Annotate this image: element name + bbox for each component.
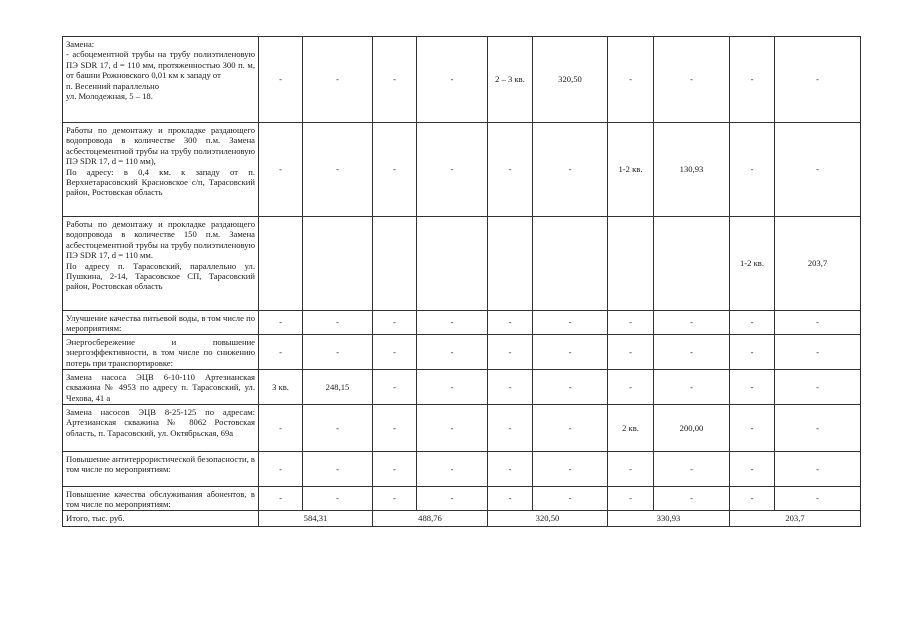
- table-cell: -: [303, 334, 373, 369]
- table-cell: -: [488, 486, 533, 510]
- table-cell: 2 – 3 кв.: [488, 37, 533, 123]
- table-cell: -: [654, 369, 730, 404]
- table-cell: -: [730, 369, 775, 404]
- table-cell: -: [373, 486, 417, 510]
- total-value: 320,50: [488, 510, 608, 526]
- table-cell: -: [533, 486, 608, 510]
- table-cell: -: [730, 37, 775, 123]
- table-cell: 130,93: [654, 123, 730, 217]
- row-description: Повышение антитеррористической безопасности, в том числе по мероприятиям:: [63, 451, 259, 486]
- table-row: [63, 451, 861, 486]
- table-cell: -: [373, 37, 417, 123]
- table-cell: [373, 217, 417, 311]
- total-value: 203,7: [730, 510, 861, 526]
- table-cell: -: [303, 486, 373, 510]
- table-cell: -: [775, 486, 861, 510]
- table-cell: -: [775, 369, 861, 404]
- row-description: Улучшение качества питьевой воды, в том числе по мероприятиям:: [63, 311, 259, 335]
- table-cell: -: [373, 123, 417, 217]
- table-cell: -: [654, 37, 730, 123]
- table-cell: -: [259, 404, 303, 451]
- table-cell: [303, 217, 373, 311]
- table-cell: -: [608, 311, 654, 335]
- table-cell: -: [730, 311, 775, 335]
- table-cell: 2 кв.: [608, 404, 654, 451]
- table-cell: -: [533, 404, 608, 451]
- row-description: Работы по демонтажу и прокладке раздающего водопровода в количестве 300 п.м. Замена асбестоцементной трубы на трубу полиэтиленовую ПЭ SDR 17, d = 110 мм), По адресу: в 0,4 км. к западу от п. Верхнетарасовский Красновское с/п, Тарасовский район, Ростовская область: [63, 123, 259, 217]
- table-row: [63, 486, 861, 510]
- table-cell: -: [417, 369, 488, 404]
- table-cell: 1-2 кв.: [730, 217, 775, 311]
- table-row: [63, 369, 861, 404]
- table-cell: -: [775, 334, 861, 369]
- table-cell: -: [488, 404, 533, 451]
- total-value: 330,93: [608, 510, 730, 526]
- table-cell: -: [259, 334, 303, 369]
- table-cell: 203,7: [775, 217, 861, 311]
- table-cell: -: [730, 334, 775, 369]
- table-cell: 320,50: [533, 37, 608, 123]
- table-cell: -: [303, 451, 373, 486]
- table-cell: -: [417, 311, 488, 335]
- table-cell: -: [608, 37, 654, 123]
- table-cell: 200,00: [654, 404, 730, 451]
- table-cell: -: [608, 451, 654, 486]
- row-description: Повышение качества обслуживания абонентов, в том числе по мероприятиям:: [63, 486, 259, 510]
- table-cell: [488, 217, 533, 311]
- table-cell: -: [488, 334, 533, 369]
- table-cell: -: [730, 123, 775, 217]
- table-cell: [608, 217, 654, 311]
- row-description: Замена: - асбоцементной трубы на трубу полиэтиленовую ПЭ SDR 17, d = 110 мм, протяженностью 300 п. м, от башни Рожновского 0,01 км к западу от п. Весенний параллельно ул. Молодежная, 5 – 18.: [63, 37, 259, 123]
- table-cell: -: [417, 37, 488, 123]
- table-cell: -: [775, 123, 861, 217]
- table-cell: -: [654, 334, 730, 369]
- total-value: 584,31: [259, 510, 373, 526]
- table-cell: -: [654, 311, 730, 335]
- row-description: Замена насоса ЭЦВ 6-10-110 Артезианская скважина № 4953 по адресу п. Тарасовский, ул. Чехова, 41 а: [63, 369, 259, 404]
- table-cell: 248,15: [303, 369, 373, 404]
- table-cell: -: [654, 486, 730, 510]
- table-cell: -: [533, 369, 608, 404]
- table-row: [63, 123, 861, 217]
- table-cell: -: [373, 451, 417, 486]
- table-cell: -: [730, 486, 775, 510]
- table-cell: -: [488, 369, 533, 404]
- total-row: [63, 510, 861, 526]
- table-cell: -: [608, 334, 654, 369]
- table-cell: -: [373, 404, 417, 451]
- table-row: [63, 217, 861, 311]
- table-cell: -: [417, 451, 488, 486]
- table-cell: -: [303, 37, 373, 123]
- table-cell: 3 кв.: [259, 369, 303, 404]
- table-cell: -: [488, 123, 533, 217]
- table-cell: -: [259, 37, 303, 123]
- table-cell: -: [259, 123, 303, 217]
- table-cell: -: [488, 451, 533, 486]
- investment-program-table: [62, 36, 861, 527]
- table-cell: -: [303, 123, 373, 217]
- table-cell: -: [417, 123, 488, 217]
- table-cell: 1-2 кв.: [608, 123, 654, 217]
- table-cell: -: [608, 486, 654, 510]
- table-cell: -: [775, 311, 861, 335]
- table-cell: [417, 217, 488, 311]
- table-cell: -: [654, 451, 730, 486]
- table-cell: -: [533, 451, 608, 486]
- table-cell: -: [730, 451, 775, 486]
- row-description: Замена насосов ЭЦВ 8-25-125 по адресам: Артезианская скважина № 8062 Ростовская область, п. Тарасовский, ул. Октябрьская, 69а: [63, 404, 259, 451]
- table-cell: -: [533, 311, 608, 335]
- table-cell: -: [373, 311, 417, 335]
- table-cell: -: [608, 369, 654, 404]
- table-cell: -: [488, 311, 533, 335]
- table-cell: -: [533, 123, 608, 217]
- table-cell: -: [775, 37, 861, 123]
- table-cell: -: [303, 311, 373, 335]
- table-row: [63, 404, 861, 451]
- table-cell: [654, 217, 730, 311]
- table-cell: -: [533, 334, 608, 369]
- total-label: Итого, тыс. руб.: [63, 510, 259, 526]
- row-description: Работы по демонтажу и прокладке раздающего водопровода в количестве 150 п.м. Замена асбестоцементной трубы на трубу полиэтиленовую ПЭ SDR 17, d = 110 мм. По адресу п. Тарасовский, параллельно ул. Пушкина, 2-14, Тарасовское СП, Тарасовский район, Ростовская область: [63, 217, 259, 311]
- total-value: 488,76: [373, 510, 488, 526]
- table-row: [63, 37, 861, 123]
- table-cell: -: [373, 369, 417, 404]
- table-cell: -: [417, 486, 488, 510]
- table-cell: -: [303, 404, 373, 451]
- table-row: [63, 311, 861, 335]
- table-cell: -: [259, 451, 303, 486]
- table-cell: -: [259, 486, 303, 510]
- row-description: Энергосбережение и повышение энергоэффективности, в том числе по снижению потерь при транспортировке:: [63, 334, 259, 369]
- table-cell: -: [417, 334, 488, 369]
- table-cell: -: [373, 334, 417, 369]
- table-cell: -: [730, 404, 775, 451]
- table-cell: -: [775, 404, 861, 451]
- table-cell: -: [775, 451, 861, 486]
- table-cell: -: [259, 311, 303, 335]
- table-cell: -: [417, 404, 488, 451]
- table-cell: [259, 217, 303, 311]
- table-cell: [533, 217, 608, 311]
- table-row: [63, 334, 861, 369]
